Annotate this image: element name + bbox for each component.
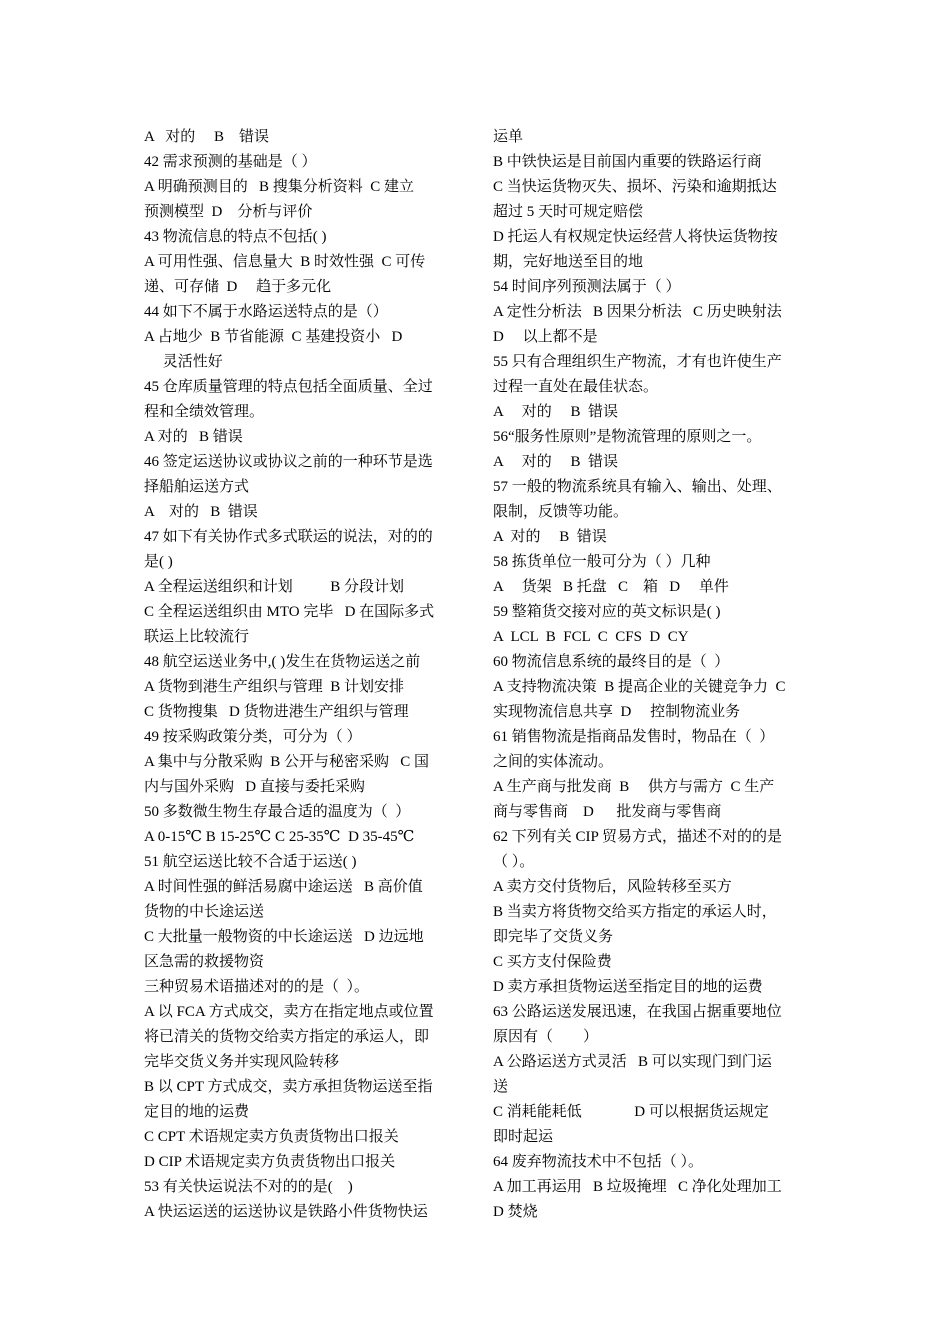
- text-line: 预测模型 D 分析与评价: [144, 204, 313, 220]
- text-line: （ ）。: [493, 854, 535, 870]
- text-line: B 中铁快运是目前国内重要的铁路运行商: [493, 154, 762, 170]
- text-line: 64 废弃物流技术中不包括（ ）。: [493, 1154, 704, 1170]
- text-line: 56“服务性原则”是物流管理的原则之一。: [493, 429, 762, 445]
- text-line: C 当快运货物灭失、损坏、污染和逾期抵达: [493, 179, 777, 195]
- text-line: 送: [493, 1079, 509, 1095]
- right-column: [493, 125, 811, 1225]
- text-line: 48 航空运送业务中,( )发生在货物运送之前: [144, 654, 421, 670]
- text-line: 63 公路运送发展迅速，在我国占据重要地位: [493, 1004, 782, 1020]
- text-line: A 货物到港生产组织与管理 B 计划安排: [144, 679, 405, 695]
- text-line: 47 如下有关协作式多式联运的说法，对的的: [144, 529, 433, 545]
- text-line: C CPT 术语规定卖方负责货物出口报关: [144, 1129, 399, 1145]
- text-line: 限制，反馈等功能。: [493, 504, 629, 520]
- text-line: A 对的 B 错误: [144, 429, 243, 445]
- text-line: A 对的 B 错误: [144, 504, 258, 520]
- text-line: A 全程运送组织和计划 B 分段计划: [144, 579, 405, 595]
- text-line: 期，完好地送至目的地: [493, 254, 644, 270]
- text-line: 57 一般的物流系统具有输入、输出、处理、: [493, 479, 782, 495]
- text-line: A 时间性强的鲜活易腐中途运送 B 高价值: [144, 879, 423, 895]
- text-line: A 货架 B 托盘 C 箱 D 单件: [493, 579, 729, 595]
- text-line: A 集中与分散采购 B 公开与秘密采购 C 国: [144, 754, 430, 770]
- text-line: 46 签定运送协议或协议之前的一种环节是选: [144, 454, 433, 470]
- text-line: B 当卖方将货物交给买方指定的承运人时，: [493, 904, 777, 920]
- text-line: D 托运人有权规定快运经营人将快运货物按: [493, 229, 778, 245]
- text-line: 区急需的救援物资: [144, 954, 265, 970]
- text-line: A 0-15℃ B 15-25℃ C 25-35℃ D 35-45℃: [144, 829, 415, 845]
- text-line: 之间的实体流动。: [493, 754, 614, 770]
- text-line: 42 需求预测的基础是（ ）: [144, 154, 317, 170]
- text-line: 即时起运: [493, 1129, 554, 1145]
- text-line: 实现物流信息共享 D 控制物流业务: [493, 704, 741, 720]
- text-line: D 焚烧: [493, 1204, 538, 1220]
- text-line: 原因有（ ）: [493, 1029, 599, 1045]
- text-line: 将已清关的货物交给卖方指定的承运人，即: [144, 1029, 430, 1045]
- text-line: C 全程运送组织由 MTO 完毕 D 在国际多式: [144, 604, 435, 620]
- text-line: A 生产商与批发商 B 供方与需方 C 生产: [493, 779, 775, 795]
- text-line: C 消耗能耗低 D 可以根据货运规定: [493, 1104, 769, 1120]
- text-line: 是( ): [144, 554, 173, 570]
- text-line: 53 有关快运说法不对的的是( ): [144, 1179, 353, 1195]
- text-line: A 加工再运用 B 垃圾掩埋 C 净化处理加工: [493, 1179, 782, 1195]
- text-line: D 以上都不是: [493, 329, 598, 345]
- text-line: 定目的地的运费: [144, 1104, 250, 1120]
- text-line: 货物的中长途运送: [144, 904, 265, 920]
- text-line: A 快运运送的运送协议是铁路小件货物快运: [144, 1204, 428, 1220]
- text-line: 择船舶运送方式: [144, 479, 250, 495]
- text-line: B 以 CPT 方式成交，卖方承担货物运送至指: [144, 1079, 433, 1095]
- text-line: A 支持物流决策 B 提高企业的关键竞争力 C: [493, 679, 786, 695]
- text-line: 运单: [493, 129, 524, 145]
- text-line: 内与国外采购 D 直接与委托采购: [144, 779, 365, 795]
- text-line: C 货物搜集 D 货物进港生产组织与管理: [144, 704, 409, 720]
- text-line: 商与零售商 D 批发商与零售商: [493, 804, 722, 820]
- text-line: 59 整箱货交接对应的英文标识是( ): [493, 604, 721, 620]
- text-line: 60 物流信息系统的最终目的是（ ）: [493, 654, 730, 670]
- text-line: 超过 5 天时可规定赔偿: [493, 204, 644, 220]
- text-line: 55 只有合理组织生产物流，才有也许使生产: [493, 354, 782, 370]
- text-line: A 公路运送方式灵活 B 可以实现门到门运: [493, 1054, 772, 1070]
- text-line: 三种贸易术语描述对的的是（ ）。: [144, 979, 370, 995]
- text-line: 程和全绩效管理。: [144, 404, 265, 420]
- text-line: C 买方支付保险费: [493, 954, 612, 970]
- left-column: [144, 125, 456, 1225]
- text-line: A 明确预测目的 B 搜集分析资料 C 建立: [144, 179, 415, 195]
- text-line: 即完毕了交货义务: [493, 929, 614, 945]
- text-line: A 对的 B 错误: [493, 529, 607, 545]
- text-line: D 卖方承担货物运送至指定目的地的运费: [493, 979, 763, 995]
- text-line: A 定性分析法 B 因果分析法 C 历史映射法: [493, 304, 782, 320]
- text-line: 49 按采购政策分类，可分为（ ）: [144, 729, 362, 745]
- text-line: 43 物流信息的特点不包括( ): [144, 229, 327, 245]
- text-line: 递、可存储 D 趋于多元化: [144, 279, 332, 295]
- text-line: 过程一直处在最佳状态。: [493, 379, 659, 395]
- text-line: 联运上比较流行: [144, 629, 250, 645]
- text-line: 44 如下不属于水路运送特点的是（）: [144, 304, 388, 320]
- text-line: 54 时间序列预测法属于（ ）: [493, 279, 681, 295]
- text-line: 62 下列有关 CIP 贸易方式，描述不对的的是: [493, 829, 783, 845]
- text-line: C 大批量一般物资的中长途运送 D 边远地: [144, 929, 424, 945]
- text-line: 完毕交货义务并实现风险转移: [144, 1054, 340, 1070]
- text-line: A 卖方交付货物后，风险转移至买方: [493, 879, 732, 895]
- text-line: A 对的 B 错误: [493, 404, 619, 420]
- text-line: A LCL B FCL C CFS D CY: [493, 629, 689, 645]
- text-line: A 占地少 B 节省能源 C 基建投资小 D: [144, 329, 403, 345]
- text-line: A 对的 B 错误: [493, 454, 619, 470]
- text-line: 51 航空运送比较不合适于运送( ): [144, 854, 357, 870]
- text-line: 58 拣货单位一般可分为（ ）几种: [493, 554, 711, 570]
- text-line: 45 仓库质量管理的特点包括全面质量、全过: [144, 379, 433, 395]
- text-line: 61 销售物流是指商品发售时，物品在（ ）: [493, 729, 775, 745]
- text-line: A 可用性强、信息量大 B 时效性强 C 可传: [144, 254, 426, 270]
- text-line: A 对的 B 错误: [144, 129, 270, 145]
- text-line: 50 多数微生物生存最合适的温度为（ ）: [144, 804, 411, 820]
- text-line: 灵活性好: [144, 354, 223, 370]
- text-line: A 以 FCA 方式成交，卖方在指定地点或位置: [144, 1004, 434, 1020]
- text-line: D CIP 术语规定卖方负责货物出口报关: [144, 1154, 396, 1170]
